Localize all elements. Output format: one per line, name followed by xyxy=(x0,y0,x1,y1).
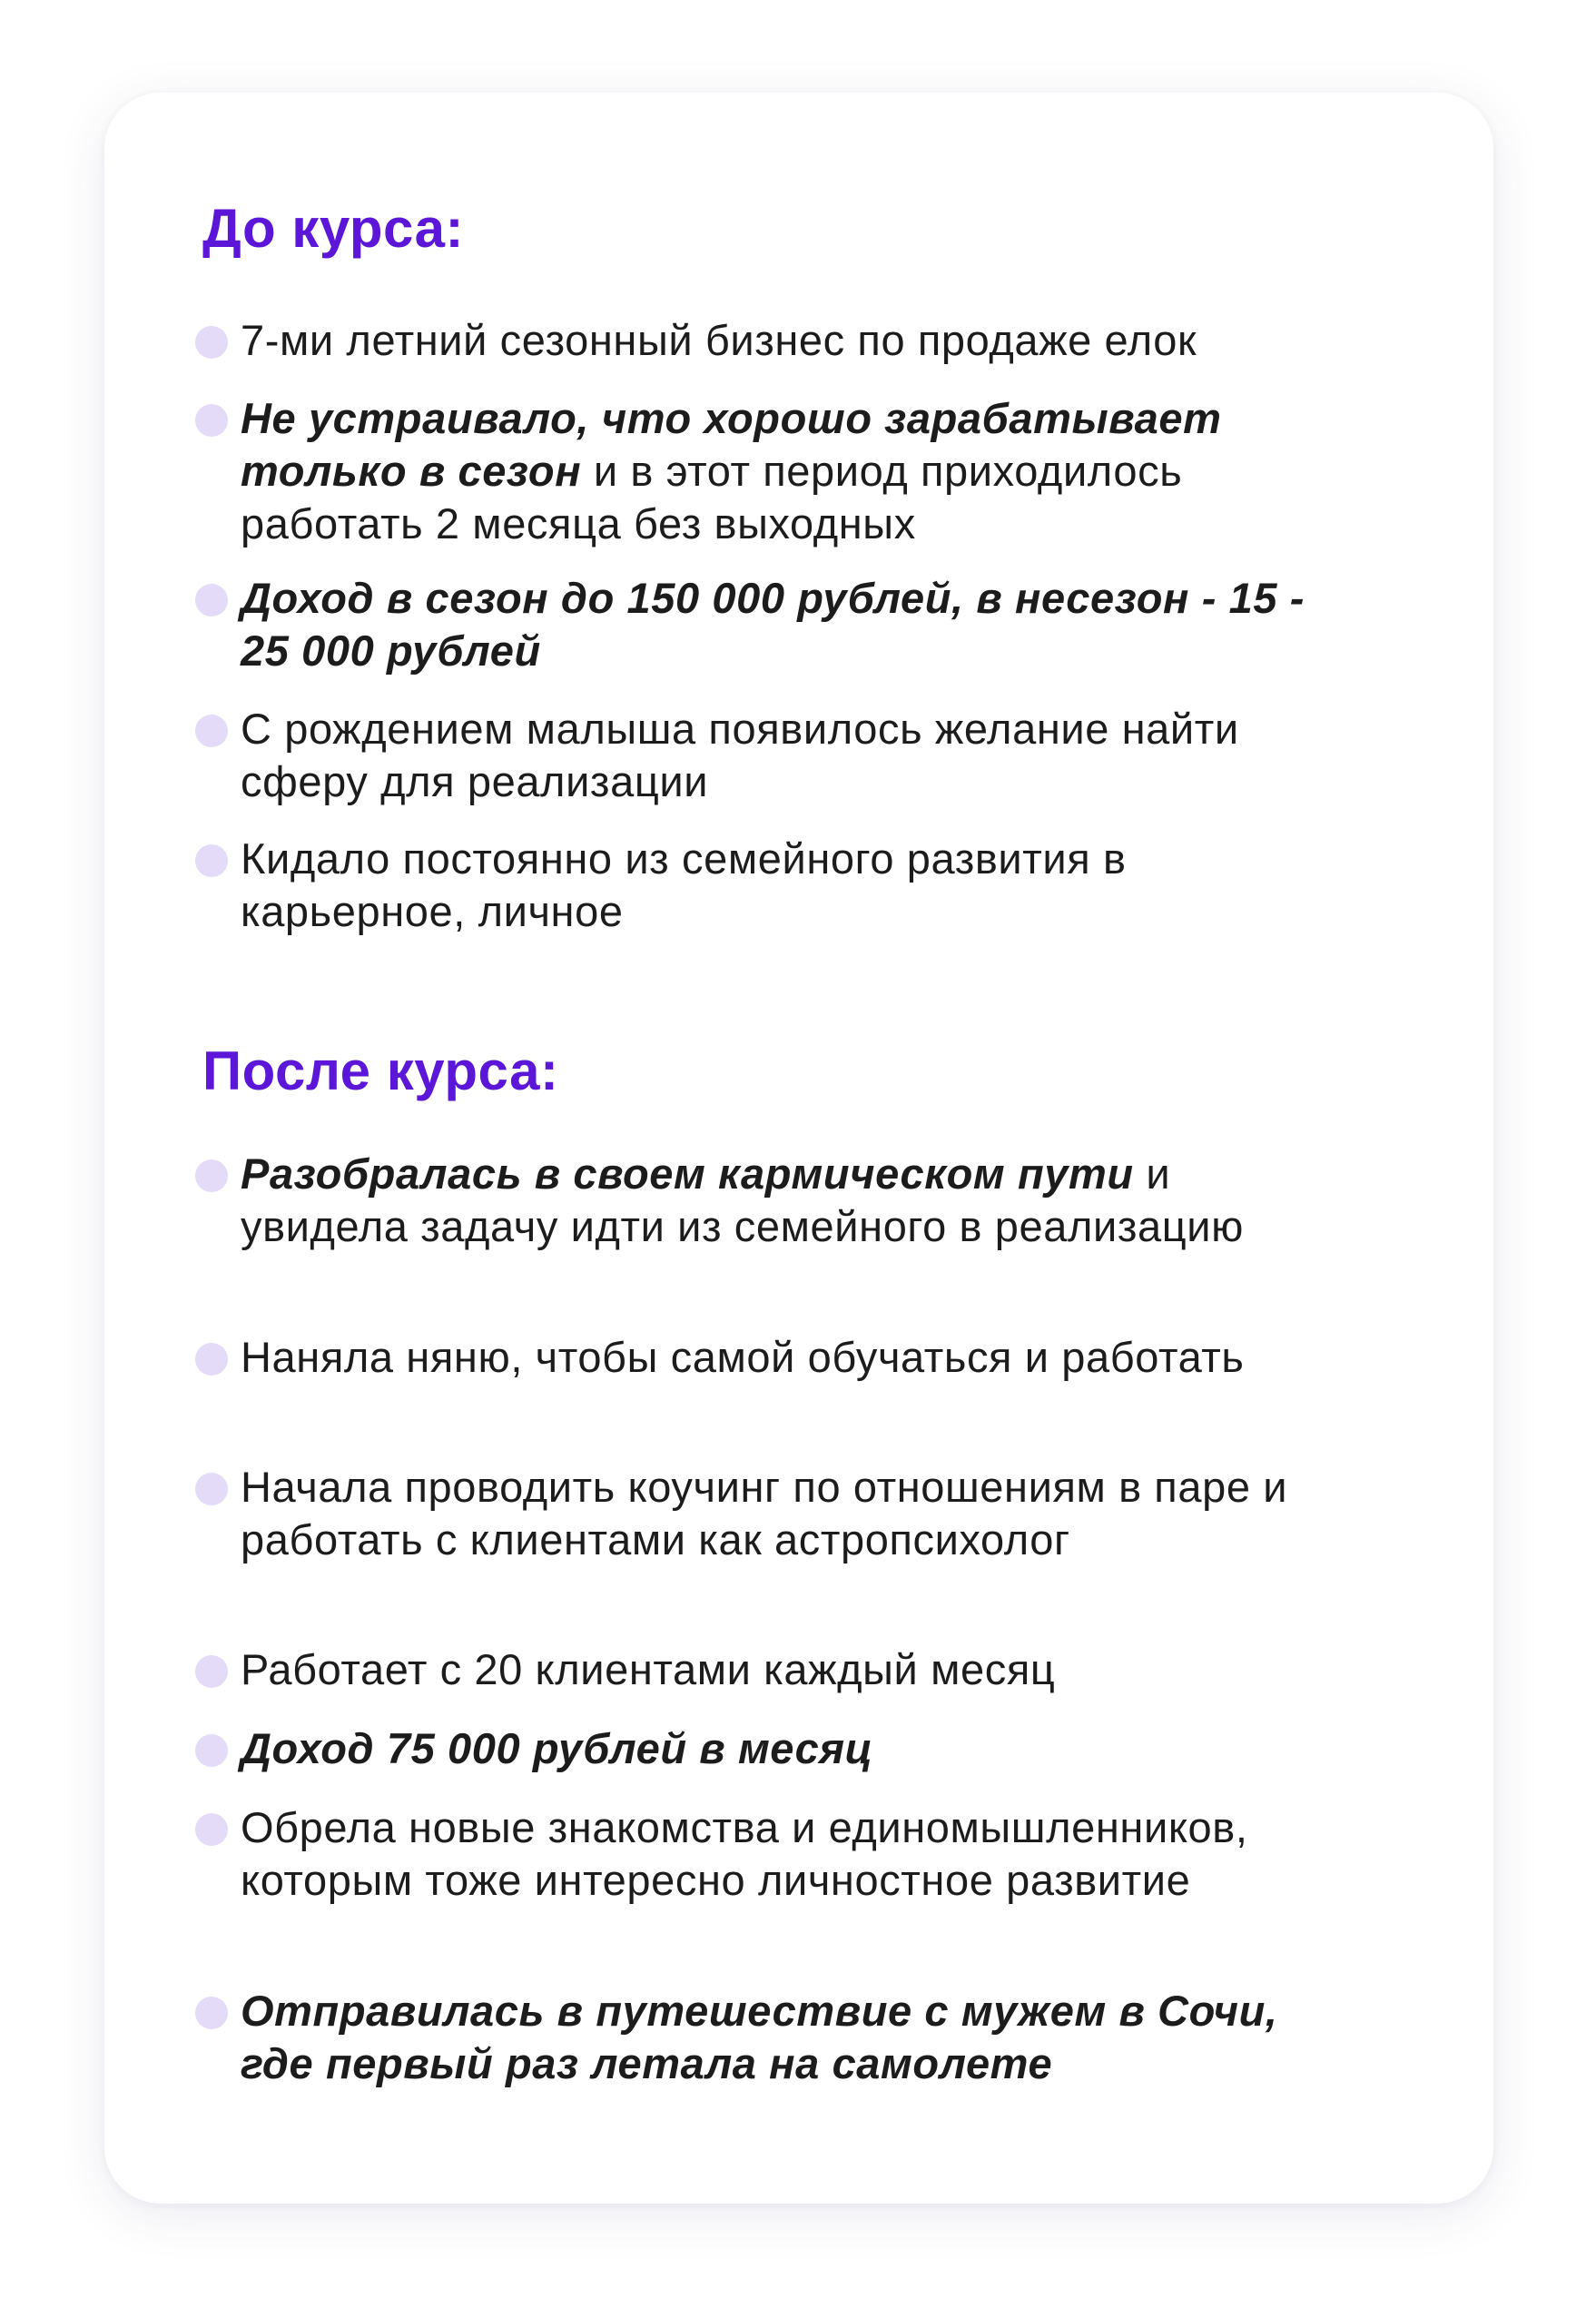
list-item-text: Не устраивало, что хорошо зарабатывает только в сезон и в этот период приходилось работать 2 месяца без выходных xyxy=(241,394,1222,547)
list-item-text: Кидало постоянно из семейного развития в карьерное, личное xyxy=(241,834,1127,935)
bullet-dot-icon xyxy=(195,844,228,877)
list-item-text: 7-ми летний сезонный бизнес по продаже елок xyxy=(241,316,1197,364)
bullet-dot-icon xyxy=(195,1813,228,1846)
list-item-text: Наняла няню, чтобы самой обучаться и работать xyxy=(241,1333,1245,1381)
bullet-dot-icon xyxy=(195,1997,228,2029)
bullet-dot-icon xyxy=(195,584,228,616)
testimonial-card xyxy=(104,93,1493,2204)
bullet-dot-icon xyxy=(195,1473,228,1505)
list-item-text: Начала проводить коучинг по отношениям в паре и работать с клиентами как астропсихолог xyxy=(241,1463,1288,1563)
bullet-dot-icon xyxy=(195,1734,228,1767)
list-item-text: Обрела новые знакомства и единомышленников, которым тоже интересно личностное развитие xyxy=(241,1803,1248,1904)
list-item-text: С рождением малыша появилось желание найти сферу для реализации xyxy=(241,705,1239,805)
bullet-dot-icon xyxy=(195,1159,228,1192)
list-item-text: Отправилась в путешествие с мужем в Сочи, где первый раз летала на самолете xyxy=(241,1987,1278,2087)
bullet-dot-icon xyxy=(195,1343,228,1376)
list-item-text: Разобралась в своем кармическом пути и увидела задачу идти из семейного в реализацию xyxy=(241,1149,1244,1250)
bullet-dot-icon xyxy=(195,326,228,359)
bullet-dot-icon xyxy=(195,1655,228,1688)
bullet-dot-icon xyxy=(195,404,228,437)
list-item-text: Доход 75 000 рублей в месяц xyxy=(241,1724,873,1772)
after-course-heading: После курса: xyxy=(202,1041,559,1101)
list-item-text: Доход в сезон до 150 000 рублей, в несезон - 15 - 25 000 рублей xyxy=(241,574,1305,675)
list-item-text: Работает с 20 клиентами каждый месяц xyxy=(241,1645,1056,1693)
before-course-heading: До курса: xyxy=(202,198,465,259)
bullet-dot-icon xyxy=(195,715,228,747)
